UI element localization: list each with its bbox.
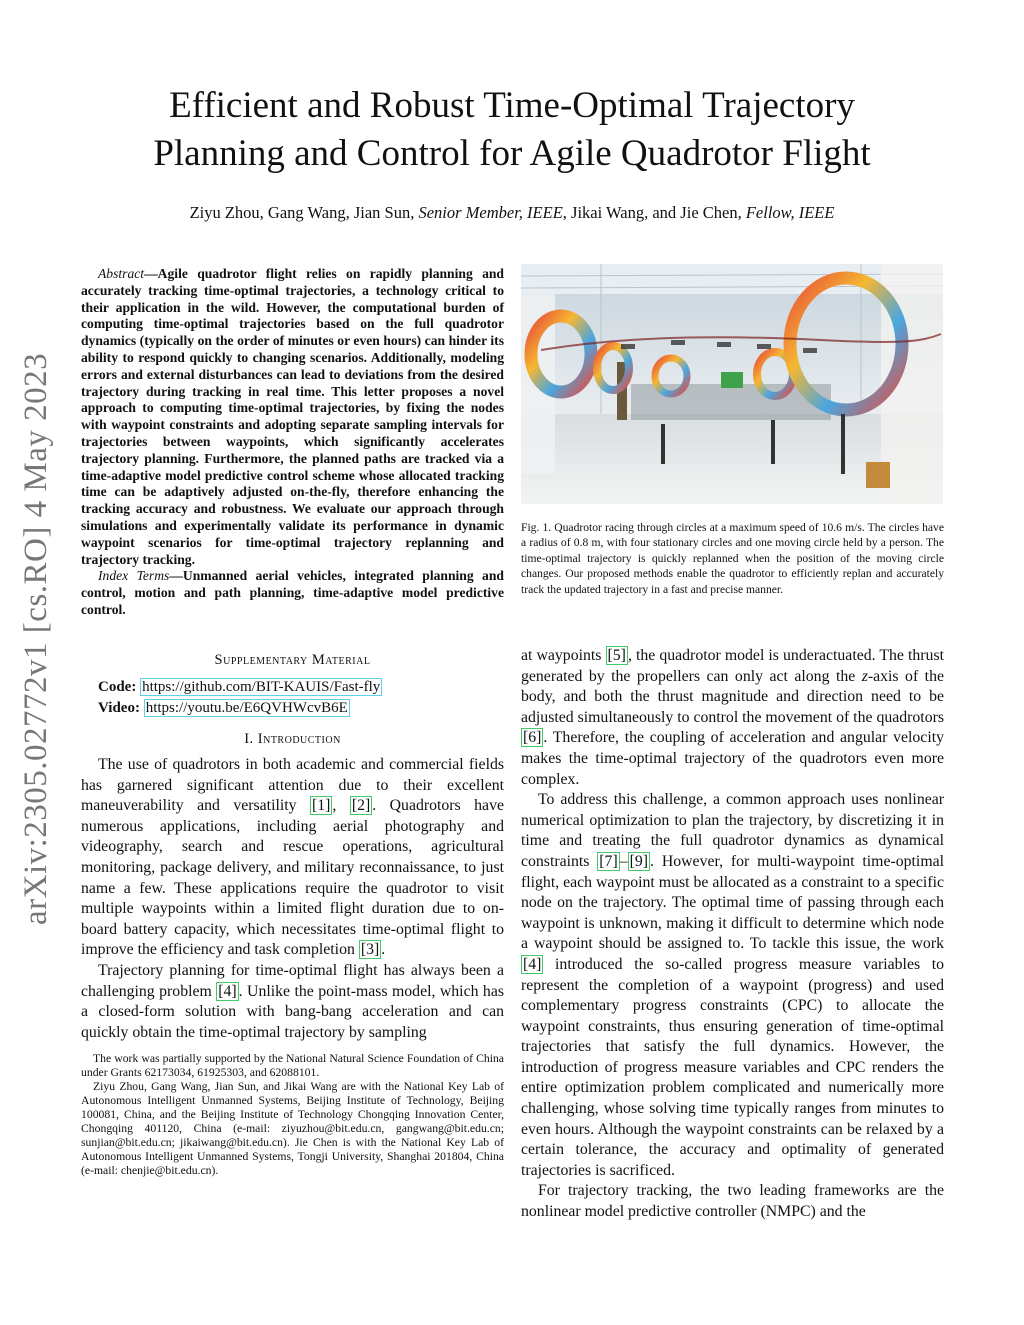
code-link[interactable]: https://github.com/BIT-KAUIS/Fast-fly <box>142 679 381 695</box>
right-paragraph-2: To address this challenge, a common approach uses nonlinear numerical optimization to plan the trajectory, by discretizing it in time and treating the full quadrotor dynamics as dynamical constraints [7] – [9] . However, for multi-waypoint time-optimal flight, each waypoint must be allocated as a constraint to a specific node on the trajectory. The optimal time of passing through each waypoint is unknown, making it difficult to determine which node a waypoint should be assigned to. To tackle this issue, the work [4] introduced the so-called progress measure variables to represent the completion of a waypoint (progress) and used complementary progress constraints (CPC) to allocate the waypoint constraints, thus ensuring generation of time-optimal trajectories that satisfy the full dynamics. However, the introduction of progress measure variables and CPC renders the entire optimization problem complicated and numerically more challenging, whose solving time typically ranges from minutes to even hours. Although the waypoint constraints can be relaxed by a certain tolerance, the accuracy and optimality of generated trajectories is sacrificed. <box>521 791 945 1179</box>
authors-part-1: Ziyu Zhou, Gang Wang, Jian Sun, <box>189 203 419 222</box>
author-role-2: Fellow, IEEE <box>745 203 835 222</box>
citation-link[interactable]: [7] <box>599 852 618 870</box>
code-label: Code: <box>98 679 137 695</box>
arxiv-stamp: arXiv:2305.02772v1 [cs.RO] 4 May 2023 <box>18 352 54 925</box>
intro-paragraph-1: The use of quadrotors in both academic and commercial fields has garnered significant attention due to their excellent maneuverability and versatility [1] , [2] . Quadrotors have numerous applications, including aerial photography and videography, search and rescue operations, agricultural monitoring, package delivery, and military reconnaissance, to just name a few. These applications require the quadrotor to visit multiple waypoints within a limited flight duration due to on-board battery capacity, which necessitates time-optimal flight to improve the efficiency and task completion [3] . <box>81 756 504 959</box>
abstract-text: —Agile quadrotor flight relies on rapidly planning and accurately tracking time-optimal trajectories, a technology critical to their application in the wild. However, the computational burden of computing time-optimal trajectories based on the full quadrotor dynamics (typically on the order of minutes or even hours) can hinder its ability to respond quickly to changing scenarios. Additionally, modeling errors and external disturbances can lead to deviations from the desired trajectory during tracking in real time. This letter proposes a novel approach to computing time-optimal trajectories, by fixing the nodes with waypoint constraints and adopting separate sampling intervals for trajectories between waypoints, which significantly accelerates trajectory planning. Furthermore, the planned paths are tracked via a time-adaptive model predictive control scheme whose allocated tracking time can be adaptively adjusted on-the-fly, therefore enhancing the tracking accuracy and robustness. We evaluate our approach through simulations and experimentally validate its performance in dynamic waypoint scenarios for time-optimal trajectory replanning and trajectory tracking. <box>81 266 504 567</box>
citation-link[interactable]: [2] <box>351 797 371 815</box>
video-label: Video: <box>98 700 140 716</box>
footnote-affiliations: Ziyu Zhou, Gang Wang, Jian Sun, and Jikai Wang are with the National Key Lab of Autonomous Intelligent Unmanned Systems, Beijing Institute of Technology, Beijing 100081, China, and the Beijing Institute of Technology Chongqing Innovation Center, Chongqing 401120, China (e-mail: ziyuzhou@bit.edu.cn, gangwang@bit.edu.cn; sunjian@bit.edu.cn; jikaiwang@bit.edu.cn). Jie Chen is with the National Key Lab of Autonomous Intelligent Unmanned Systems, Tongji University, Shanghai 201804, China (e-mail: chenjie@bit.edu.cn). <box>81 1080 504 1177</box>
intro-right-column <box>521 646 944 1223</box>
supplementary-heading: Supplementary Material <box>214 652 371 668</box>
authors-part-2: , Jikai Wang, and Jie Chen, <box>562 203 746 222</box>
section-heading-introduction: I. Introduction <box>244 731 341 747</box>
paper-title <box>0 82 1024 178</box>
intro-paragraph-2: Trajectory planning for time-optimal flight has always been a challenging problem [4] . Unlike the point-mass model, which has a closed-form solution with bang-bang acceleration and can quickly obtain the time-optimal trajectory by sampling <box>81 961 504 1041</box>
title-line-1: Efficient and Robust Time-Optimal Trajectory <box>169 85 855 126</box>
footnote-funding: The work was partially supported by the National Natural Science Foundation of China under Grants 62173034, 61925303, and 62088101. <box>81 1052 504 1079</box>
figure-1-photo <box>521 264 943 504</box>
abstract-label: Abstract <box>98 266 145 281</box>
video-link[interactable]: https://youtu.be/E6QVHWcvB6E <box>145 700 348 716</box>
citation-link[interactable]: [9] <box>629 852 649 870</box>
citation-link[interactable]: [6] <box>523 729 542 747</box>
citation-link[interactable]: [3] <box>360 941 380 959</box>
figure-1-caption: Fig. 1. Quadrotor racing through circles at a maximum speed of 10.6 m/s. The circles have a radius of 0.8 m, with four stationary circles and one moving circle held by a person. The time-optimal trajectory is quickly replanned when the position of the moving circle changes. Our proposed methods enable the quadrotor to efficiently replan and accurately track the updated trajectory in a fast and precise manner. <box>521 521 944 596</box>
right-paragraph-1: at waypoints [5] , the quadrotor model is underactuated. The thrust generated by the propellers can only act along the z-axis of the body, and both the thrust magnitude and direction need to be adjusted simultaneously to control the movement of the quadrotors [6] . Therefore, the coupling of acceleration and angular velocity makes the time-optimal trajectory of the quadrotors even more complex. <box>521 647 944 788</box>
author-list <box>0 203 1024 223</box>
quadrotor-racing-photo <box>521 264 943 504</box>
footnotes <box>81 1052 504 1178</box>
title-line-2: Planning and Control for Agile Quadrotor Flight <box>153 133 871 174</box>
citation-link[interactable]: [4] <box>523 955 542 973</box>
intro-left-column <box>81 755 504 1043</box>
abstract <box>81 266 504 619</box>
citation-link[interactable]: [4] <box>218 982 237 1000</box>
right-paragraph-3: For trajectory tracking, the two leading frameworks are the nonlinear model predictive controller (NMPC) and the <box>521 1182 944 1221</box>
author-role-1: Senior Member, IEEE <box>418 203 563 222</box>
index-terms-text: —Unmanned aerial vehicles, integrated planning and control, motion and path planning, time-adaptive model predictive control. <box>81 568 504 617</box>
supplementary-links <box>98 677 504 719</box>
index-terms-label: Index Terms <box>98 568 170 584</box>
citation-link[interactable]: [5] <box>607 647 626 664</box>
citation-link[interactable]: [1] <box>311 797 331 815</box>
